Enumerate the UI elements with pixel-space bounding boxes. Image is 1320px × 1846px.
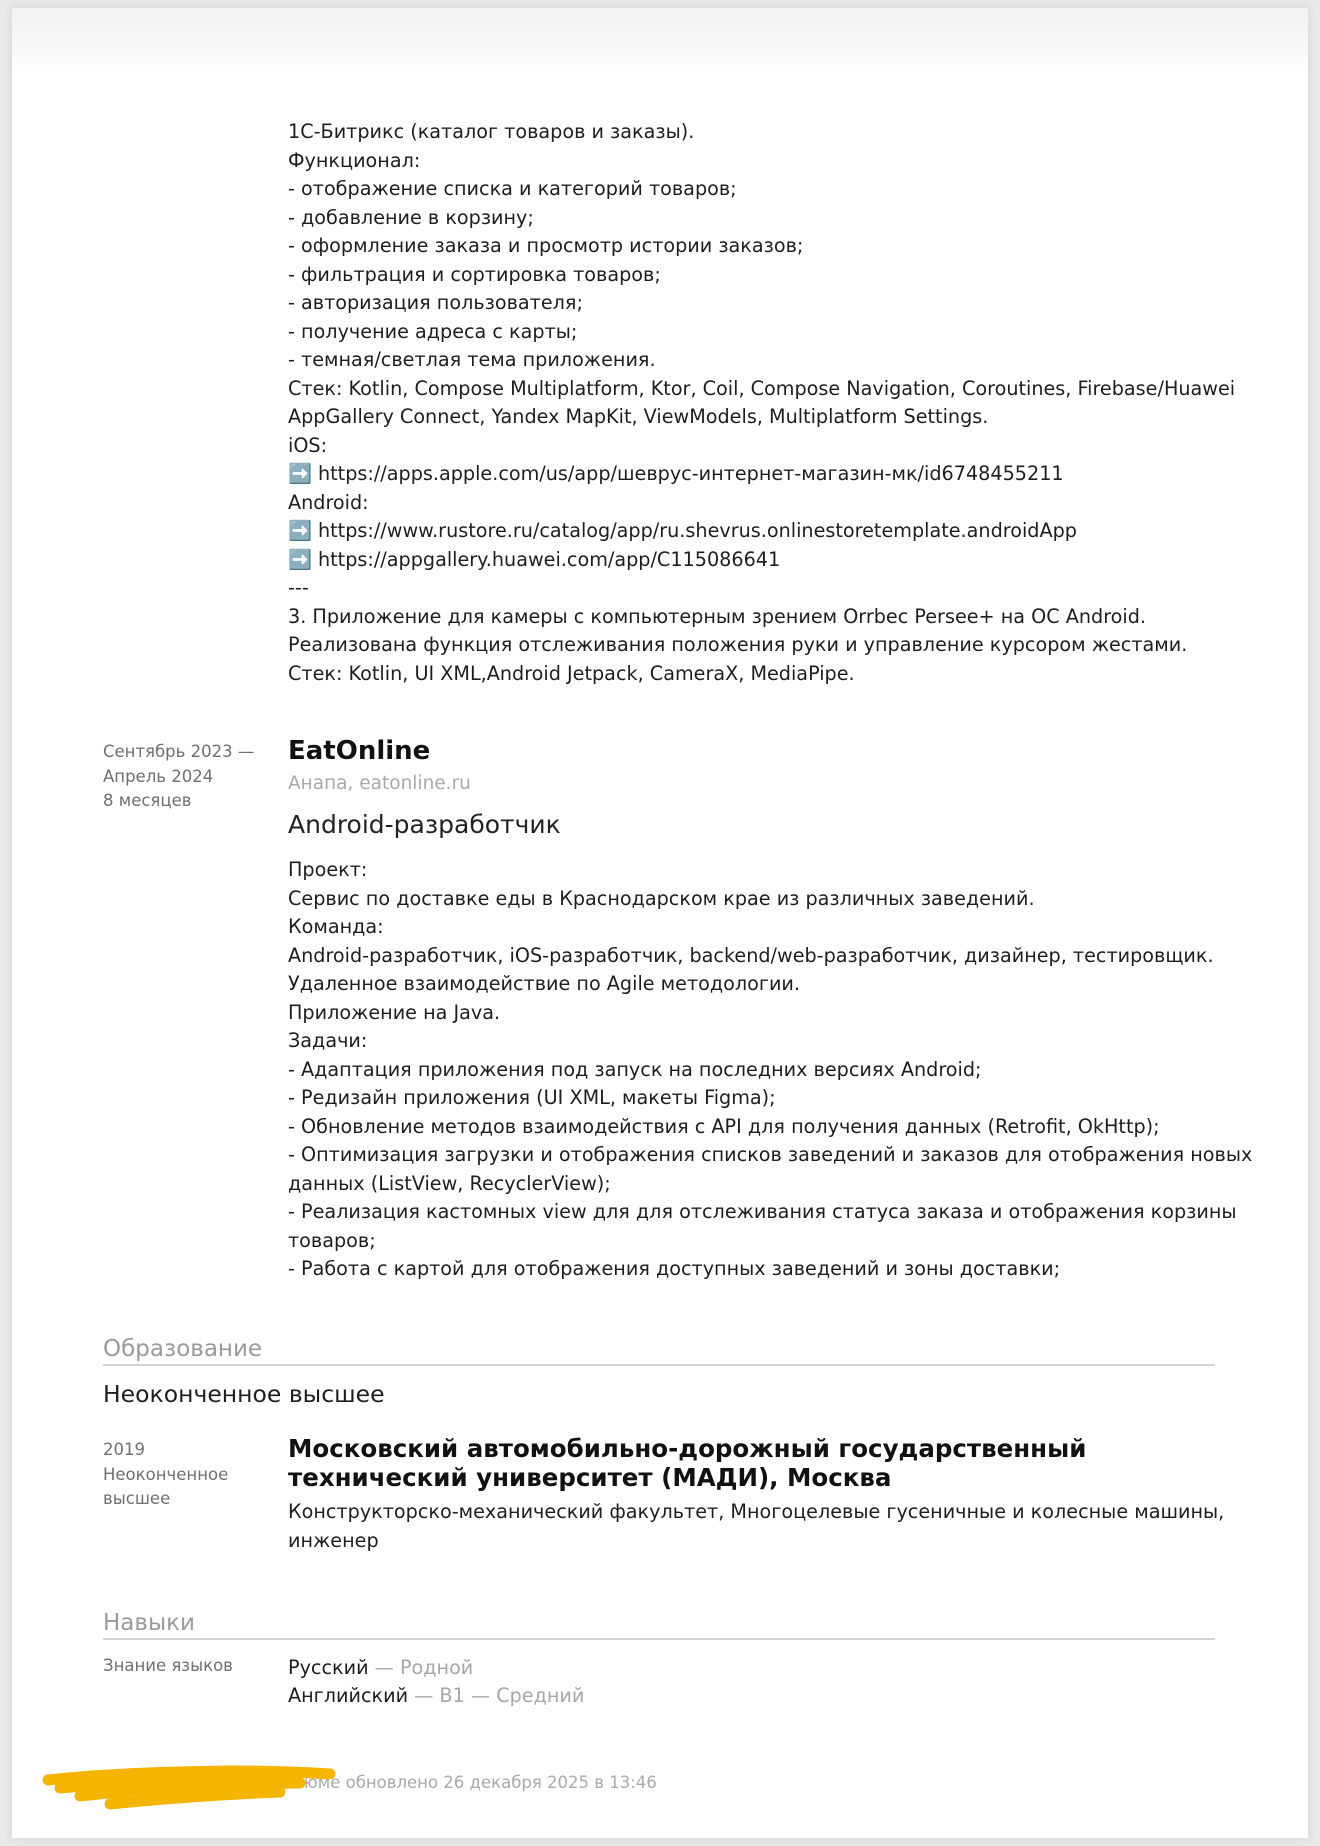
description-line: Приложение на Java.	[288, 1000, 501, 1024]
top-shadow	[12, 8, 1308, 78]
redaction-scribble	[40, 1758, 340, 1818]
description-line: Проект:	[288, 858, 368, 881]
description-line: Команда:	[288, 915, 384, 938]
description-line: Стек: Kotlin, Compose Multiplatform, Ktor, Coil, Compose Navigation, Coroutines, Firebase/Huawei	[288, 376, 1236, 400]
description-line: - фильтрация и сортировка товаров;	[288, 262, 661, 286]
language-item	[288, 1656, 473, 1679]
description-line: Реализована функция отслеживания положения руки и управление курсором жестами.	[288, 633, 1188, 656]
description-line: - темная/светлая тема приложения.	[288, 348, 656, 371]
skills-section-title: Навыки	[103, 1610, 195, 1636]
education-year: 2019	[103, 1440, 145, 1459]
description-line: - Реализация кастомных view для для отслеживания статуса заказа и отображения корзины	[288, 1200, 1237, 1223]
description-line: ➡️ https://www.rustore.ru/catalog/app/ru.shevrus.onlinestoretemplate.androidApp	[288, 519, 1077, 542]
period-line: Апрель 2024	[103, 766, 214, 786]
university-line: технический университет (МАДИ), Москва	[288, 1463, 892, 1492]
description-line: ---	[288, 576, 309, 599]
description-line: - добавление в корзину;	[288, 205, 534, 229]
faculty-line: инженер	[288, 1528, 379, 1552]
language-item	[288, 1684, 584, 1707]
description-line: - получение адреса с карты;	[288, 319, 578, 343]
faculty	[288, 1498, 1224, 1555]
description-line: Задачи:	[288, 1029, 368, 1052]
description-line: Сервис по доставке еды в Краснодарском крае из различных заведений.	[288, 886, 1035, 910]
description-line: - Адаптация приложения под запуск на последних версиях Android;	[288, 1057, 982, 1081]
project-description	[288, 118, 1235, 688]
description-line: 1С-Битрикс (каталог товаров и заказы).	[288, 120, 695, 143]
resume-updated: Резюме обновлено 26 декабря 2025 в 13:46	[275, 1773, 657, 1792]
education-year-note: высшее	[103, 1489, 171, 1508]
job-period	[103, 740, 254, 814]
skills-divider	[103, 1638, 1215, 1640]
company-name: EatOnline	[288, 736, 431, 766]
job-position: Android-разработчик	[288, 810, 561, 839]
university-name	[288, 1434, 1228, 1492]
education-meta	[103, 1438, 228, 1512]
description-line: - Оптимизация загрузки и отображения списков заведений и заказов для отображения новых	[288, 1143, 1253, 1166]
education-year-note: Неоконченное	[103, 1464, 229, 1484]
company-location: Анапа, eatonline.ru	[288, 773, 471, 794]
description-line: - Обновление методов взаимодействия с API для получения данных (Retrofit, OkHttp);	[288, 1114, 1160, 1138]
job-description	[288, 856, 1252, 1284]
university-line: Московский автомобильно-дорожный государственный	[288, 1434, 1087, 1463]
period-line: Сентябрь 2023 —	[103, 742, 255, 761]
description-line: 3. Приложение для камеры с компьютерным зрением Orrbec Persee+ на ОС Android.	[288, 604, 1147, 628]
description-line: iOS:	[288, 433, 328, 457]
language-level: — B1 — Средний	[408, 1684, 585, 1707]
language-level: — Родной	[368, 1656, 474, 1679]
language-name: Английский	[288, 1684, 409, 1707]
language-name: Русский	[288, 1656, 369, 1679]
description-line: Android-разработчик, iOS-разработчик, backend/web-разработчик, дизайнер, тестировщик.	[288, 943, 1214, 967]
description-line: Android:	[288, 490, 369, 514]
description-line: - Редизайн приложения (UI XML, макеты Figma);	[288, 1086, 776, 1109]
description-line: ➡️ https://apps.apple.com/us/app/шеврус-интернет-магазин-мк/id6748455211	[288, 462, 1064, 485]
description-line: Удаленное взаимодействие по Agile методологии.	[288, 972, 801, 995]
description-line: - отображение списка и категорий товаров;	[288, 177, 737, 200]
description-line: Функционал:	[288, 148, 421, 172]
description-line: ➡️ https://appgallery.huawei.com/app/C115086641	[288, 547, 781, 571]
education-level: Неоконченное высшее	[103, 1380, 385, 1408]
description-line: Стек: Kotlin, UI XML,Android Jetpack, CameraX, MediaPipe.	[288, 661, 855, 685]
description-line: - оформление заказа и просмотр истории заказов;	[288, 234, 804, 257]
description-line: - авторизация пользователя;	[288, 291, 583, 314]
languages-label: Знание языков	[103, 1656, 233, 1675]
description-line: данных (ListView, RecyclerView);	[288, 1171, 611, 1195]
education-section-title: Образование	[103, 1336, 263, 1362]
period-line: 8 месяцев	[103, 791, 192, 810]
description-line: AppGallery Connect, Yandex MapKit, ViewModels, Multiplatform Settings.	[288, 405, 989, 428]
education-divider	[103, 1364, 1215, 1366]
description-line: товаров;	[288, 1228, 376, 1252]
description-line: - Работа с картой для отображения доступных заведений и зоны доставки;	[288, 1257, 1061, 1280]
faculty-line: Конструкторско-механический факультет, Многоцелевые гусеничные и колесные машины,	[288, 1500, 1225, 1523]
